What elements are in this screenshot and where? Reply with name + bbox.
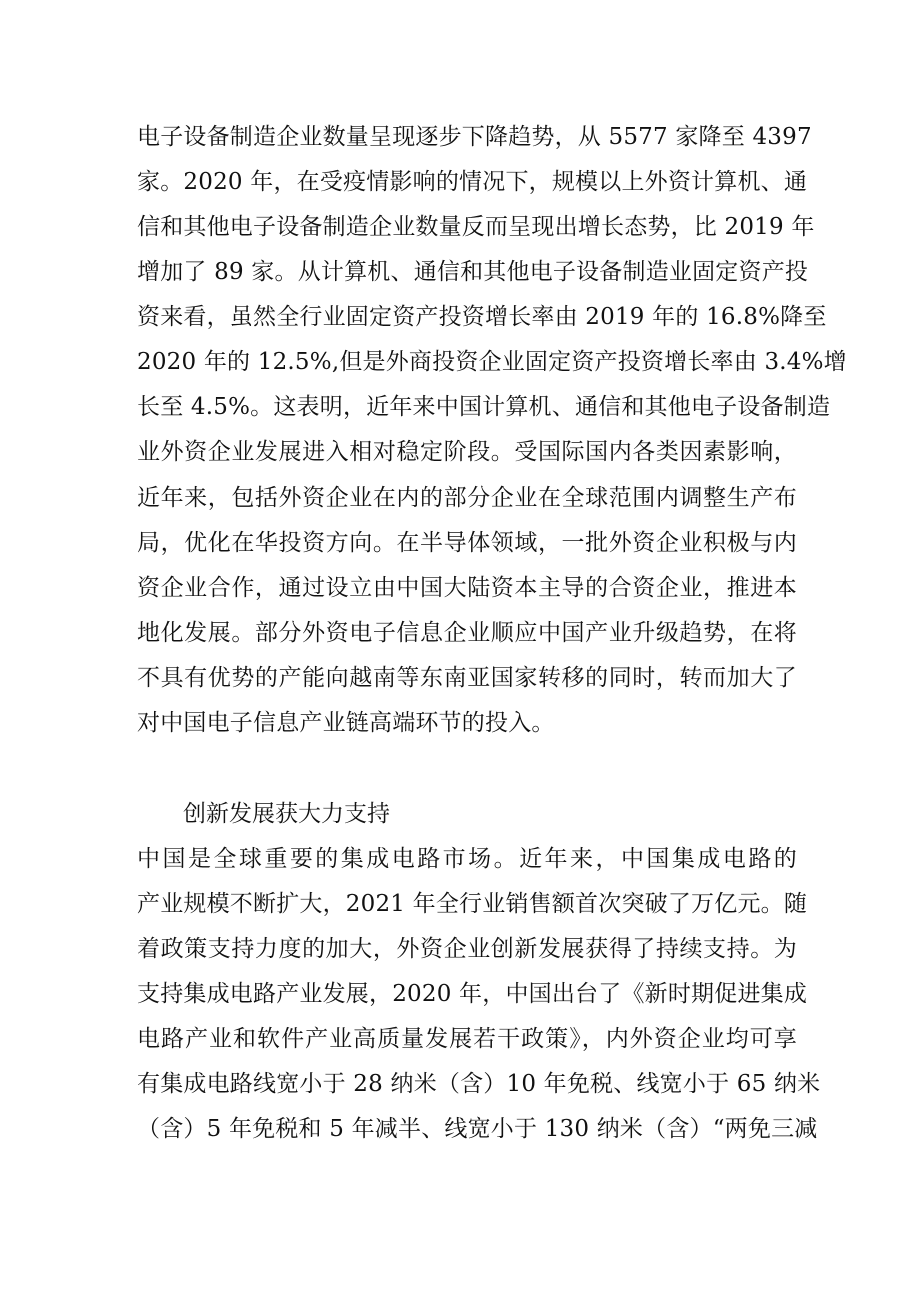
paragraph-line: 不具有优势的产能向越南等东南亚国家转移的同时，转而加大了 [137,665,797,691]
paragraph-line: 局，优化在华投资方向。在半导体领域，一批外资企业积极与内 [137,530,797,556]
paragraph-line: 中国是全球重要的集成电路市场。近年来，中国集成电路的 [137,846,797,872]
paragraph-line: 资企业合作，通过设立由中国大陆资本主导的合资企业，推进本 [137,575,797,601]
paragraph-line: 地化发展。部分外资电子信息企业顺应中国产业升级趋势，在将 [137,620,797,646]
paragraph-line: 信和其他电子设备制造企业数量反而呈现出增长态势，比 2019 年 [137,214,815,240]
section-heading: 创新发展获大力支持 [183,801,390,827]
paragraph-line: 支持集成电路产业发展，2020 年，中国出台了《新时期促进集成 [137,981,808,1007]
paragraph-line: 家。2020 年，在受疫情影响的情况下，规模以上外资计算机、通 [137,169,808,195]
paragraph-line: 着政策支持力度的加大，外资企业创新发展获得了持续支持。为 [137,936,797,962]
paragraph-line: 2020 年的 12.5%,但是外商投资企业固定资产投资增长率由 3.4%增 [137,349,847,375]
paragraph-line: 近年来，包括外资企业在内的部分企业在全球范围内调整生产布 [137,485,797,511]
paragraph-line: 产业规模不断扩大，2021 年全行业销售额首次突破了万亿元。随 [137,891,808,917]
paragraph-line: 电路产业和软件产业高质量发展若干政策》，内外资企业均可享 [137,1026,797,1052]
paragraph-line: 电子设备制造企业数量呈现逐步下降趋势，从 5577 家降至 4397 [137,124,812,150]
paragraph-line: 资来看，虽然全行业固定资产投资增长率由 2019 年的 16.8%降至 [137,304,827,330]
paragraph-line: 业外资企业发展进入相对稳定阶段。受国际国内各类因素影响， [137,439,797,465]
paragraph-line: 对中国电子信息产业链高端环节的投入。 [137,710,555,736]
paragraph-line: 增加了 89 家。从计算机、通信和其他电子设备制造业固定资产投 [137,259,809,285]
paragraph-line: （含）5 年免税和 5 年减半、线宽小于 130 纳米（含）“两免三减 [137,1116,818,1142]
paragraph-line: 有集成电路线宽小于 28 纳米（含）10 年免税、线宽小于 65 纳米 [137,1071,821,1097]
paragraph-line: 长至 4.5%。这表明，近年来中国计算机、通信和其他电子设备制造 [137,394,831,420]
